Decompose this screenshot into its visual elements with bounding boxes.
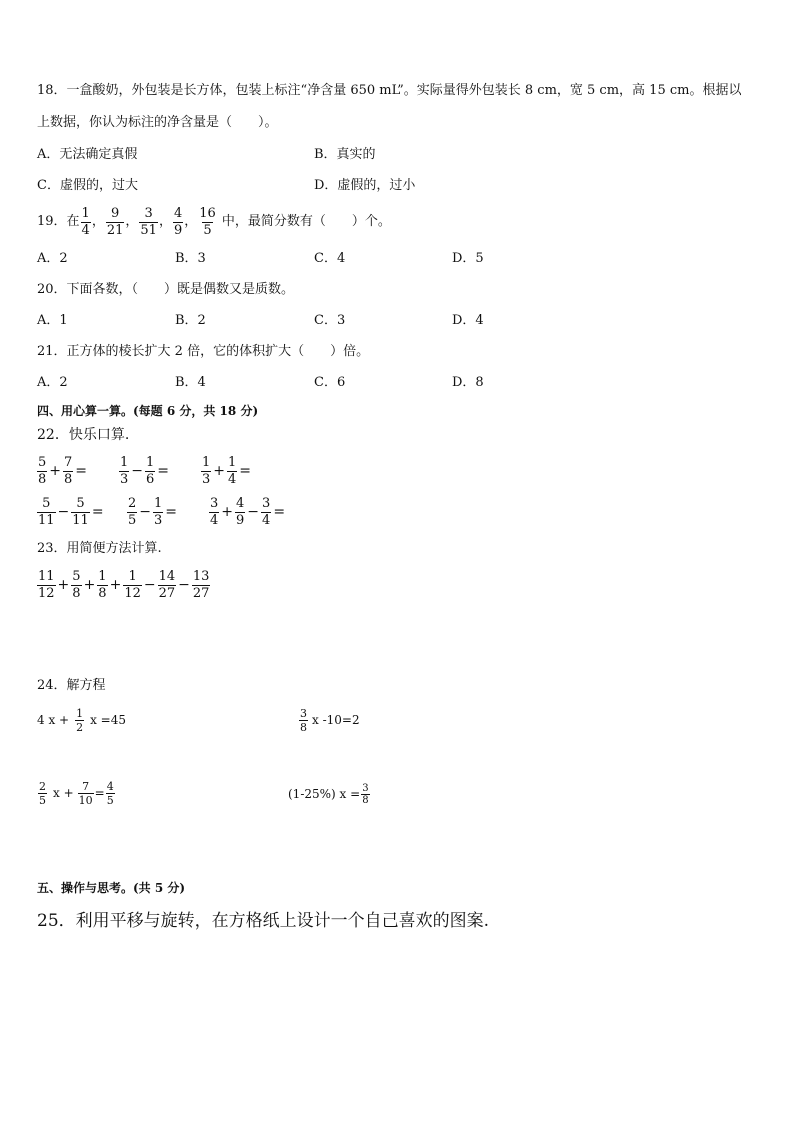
q22-expr-5 xyxy=(126,493,178,531)
q22-expr-2 xyxy=(118,452,170,490)
denominator: 8 xyxy=(300,720,307,734)
denominator: 10 xyxy=(78,793,93,807)
q18-option-a: A．无法确定真假 xyxy=(37,147,138,162)
numerator: 5 xyxy=(38,454,47,470)
q24-equation-2 xyxy=(298,704,360,736)
denominator: 5 xyxy=(203,222,212,238)
numerator: 1 xyxy=(120,454,129,470)
numerator: 13 xyxy=(192,568,210,584)
q21-option-b: B．4 xyxy=(175,375,206,390)
equals: = xyxy=(94,786,105,800)
numerator: 11 xyxy=(38,568,55,584)
q19-option-a: A．2 xyxy=(37,251,68,266)
q20-option-c: C．3 xyxy=(314,313,346,328)
q20-stem: 20．下面各数，（ ）既是偶数又是质数。 xyxy=(37,282,295,297)
denominator: 4 xyxy=(228,471,237,487)
fraction xyxy=(63,455,73,488)
numerator: 1 xyxy=(154,495,163,511)
q24-title: 24．解方程 xyxy=(37,678,106,693)
fraction xyxy=(227,455,237,488)
numerator: 1 xyxy=(128,568,137,584)
numerator: 2 xyxy=(39,779,46,793)
denominator: 2 xyxy=(76,720,84,734)
operator: − xyxy=(178,577,190,593)
operator: − xyxy=(247,504,260,520)
eq-text: (1-25%) x = xyxy=(288,787,361,801)
denominator: 3 xyxy=(154,512,163,528)
q20-option-a: A．1 xyxy=(37,313,68,328)
operator: − xyxy=(57,504,70,520)
q19-sep: ， xyxy=(158,214,172,229)
q22-title: 22．快乐口算. xyxy=(37,427,130,443)
q18-line1: 18．一盒酸奶，外包装是长方体，包装上标注“净含量 650 mL”。实际量得外包装长 8 cm，宽 5 cm，高 15 cm。根据以 xyxy=(37,83,742,98)
fraction xyxy=(37,496,56,529)
fraction xyxy=(361,783,369,806)
fraction xyxy=(78,780,94,807)
denominator: 5 xyxy=(106,793,114,807)
q20-option-d: D．4 xyxy=(452,313,484,328)
denominator: 6 xyxy=(146,471,155,487)
denominator: 9 xyxy=(236,512,245,528)
q22-expr-4 xyxy=(36,493,105,531)
fraction xyxy=(299,707,308,734)
q19-fraction-3 xyxy=(139,206,158,239)
numerator: 4 xyxy=(106,779,114,793)
operator: + xyxy=(57,577,70,593)
section-5-title: 五、操作与思考。(共 5 分) xyxy=(37,881,186,895)
eq-text: 4 x + xyxy=(37,713,70,727)
fraction xyxy=(192,569,211,602)
operator: − xyxy=(143,577,156,593)
numerator: 1 xyxy=(76,706,84,720)
operator: + xyxy=(49,463,62,479)
fraction xyxy=(209,496,219,529)
q23-title: 23．用简便方法计算. xyxy=(37,541,162,556)
q19-sep: ， xyxy=(184,214,198,229)
equals: = xyxy=(75,463,88,479)
operator: − xyxy=(131,463,144,479)
equals: = xyxy=(157,463,170,479)
fraction xyxy=(201,455,211,488)
q20-option-b: B．2 xyxy=(175,313,206,328)
fraction xyxy=(38,780,47,807)
q23-expression xyxy=(36,565,211,605)
denominator: 51 xyxy=(140,222,157,238)
numerator: 3 xyxy=(262,495,271,511)
numerator: 1 xyxy=(202,454,211,470)
q19-fraction-2 xyxy=(106,206,125,239)
q19-suffix: 中，最简分数有（ ）个。 xyxy=(221,214,391,229)
q24-equation-3 xyxy=(37,774,116,812)
q19-option-d: D．5 xyxy=(452,251,484,266)
q22-expr-1 xyxy=(36,452,88,490)
q24-equation-4 xyxy=(288,778,371,810)
numerator: 5 xyxy=(42,495,51,511)
fraction xyxy=(145,455,155,488)
equals: = xyxy=(273,504,286,520)
denominator: 3 xyxy=(202,471,211,487)
q25-stem: 25．利用平移与旋转，在方格纸上设计一个自己喜欢的图案. xyxy=(37,911,490,931)
q19-stem xyxy=(37,202,391,242)
denominator: 4 xyxy=(210,512,219,528)
numerator: 1 xyxy=(98,568,107,584)
q19-fraction-1 xyxy=(81,206,91,239)
fraction xyxy=(153,496,163,529)
numerator: 4 xyxy=(173,205,183,221)
q19-sep: ， xyxy=(125,214,139,229)
denominator: 11 xyxy=(38,512,55,528)
denominator: 27 xyxy=(192,585,210,601)
equals: = xyxy=(91,504,104,520)
denominator: 21 xyxy=(106,222,124,238)
numerator: 9 xyxy=(110,205,120,221)
fraction xyxy=(127,496,137,529)
denominator: 4 xyxy=(262,512,271,528)
equals: = xyxy=(165,504,178,520)
denominator: 12 xyxy=(124,585,141,601)
fraction xyxy=(123,569,142,602)
q22-expr-6 xyxy=(208,493,286,531)
q24-equation-1 xyxy=(37,702,126,738)
q18-option-d: D．虚假的，过小 xyxy=(314,178,416,193)
numerator: 1 xyxy=(228,454,237,470)
section-4-title: 四、用心算一算。(每题 6 分，共 18 分) xyxy=(37,404,259,418)
denominator: 3 xyxy=(120,471,129,487)
numerator: 4 xyxy=(236,495,245,511)
fraction xyxy=(106,780,115,807)
operator: + xyxy=(213,463,226,479)
fraction xyxy=(37,455,47,488)
q21-stem: 21．正方体的棱长扩大 2 倍，它的体积扩大（ ）倍。 xyxy=(37,344,370,359)
q19-fraction-5 xyxy=(198,206,217,239)
operator: + xyxy=(83,577,96,593)
eq-text: x -10=2 xyxy=(312,713,360,727)
operator: − xyxy=(139,504,152,520)
fraction xyxy=(37,569,56,602)
numerator: 3 xyxy=(300,706,307,720)
denominator: 4 xyxy=(81,222,90,238)
q19-prefix: 19．在 xyxy=(37,214,80,229)
denominator: 8 xyxy=(362,794,369,806)
eq-text: x + xyxy=(53,786,74,800)
fraction xyxy=(75,707,84,734)
q21-option-d: D．8 xyxy=(452,375,484,390)
operator: + xyxy=(221,504,234,520)
q21-option-c: C．6 xyxy=(314,375,346,390)
fraction xyxy=(71,569,81,602)
q18-option-c: C．虚假的，过大 xyxy=(37,178,138,193)
numerator: 16 xyxy=(199,205,216,221)
fraction xyxy=(97,569,107,602)
numerator: 1 xyxy=(146,454,155,470)
denominator: 12 xyxy=(38,585,55,601)
numerator: 7 xyxy=(82,779,90,793)
denominator: 5 xyxy=(39,793,46,807)
denominator: 5 xyxy=(128,512,137,528)
eq-text: x =45 xyxy=(90,713,126,727)
denominator: 8 xyxy=(38,471,47,487)
denominator: 9 xyxy=(173,222,183,238)
fraction xyxy=(119,455,129,488)
numerator: 3 xyxy=(144,205,153,221)
q19-option-b: B．3 xyxy=(175,251,206,266)
q22-expr-3 xyxy=(200,452,252,490)
numerator: 1 xyxy=(81,205,90,221)
q18-line2: 上数据，你认为标注的净含量是（ ）。 xyxy=(37,115,278,130)
numerator: 5 xyxy=(76,495,85,511)
numerator: 5 xyxy=(72,568,81,584)
numerator: 3 xyxy=(210,495,219,511)
denominator: 8 xyxy=(72,585,81,601)
q19-fraction-4 xyxy=(173,206,183,239)
q21-option-a: A．2 xyxy=(37,375,68,390)
fraction xyxy=(235,496,245,529)
denominator: 8 xyxy=(98,585,107,601)
denominator: 8 xyxy=(64,471,73,487)
q18-option-b: B．真实的 xyxy=(314,147,376,162)
q19-sep: ， xyxy=(91,214,105,229)
fraction xyxy=(158,569,177,602)
numerator: 14 xyxy=(158,568,176,584)
denominator: 11 xyxy=(72,512,89,528)
numerator: 2 xyxy=(128,495,137,511)
fraction xyxy=(261,496,271,529)
fraction xyxy=(71,496,90,529)
denominator: 27 xyxy=(158,585,176,601)
numerator: 7 xyxy=(64,454,73,470)
equals: = xyxy=(239,463,252,479)
operator: + xyxy=(109,577,122,593)
numerator: 3 xyxy=(362,782,369,794)
q19-option-c: C．4 xyxy=(314,251,346,266)
